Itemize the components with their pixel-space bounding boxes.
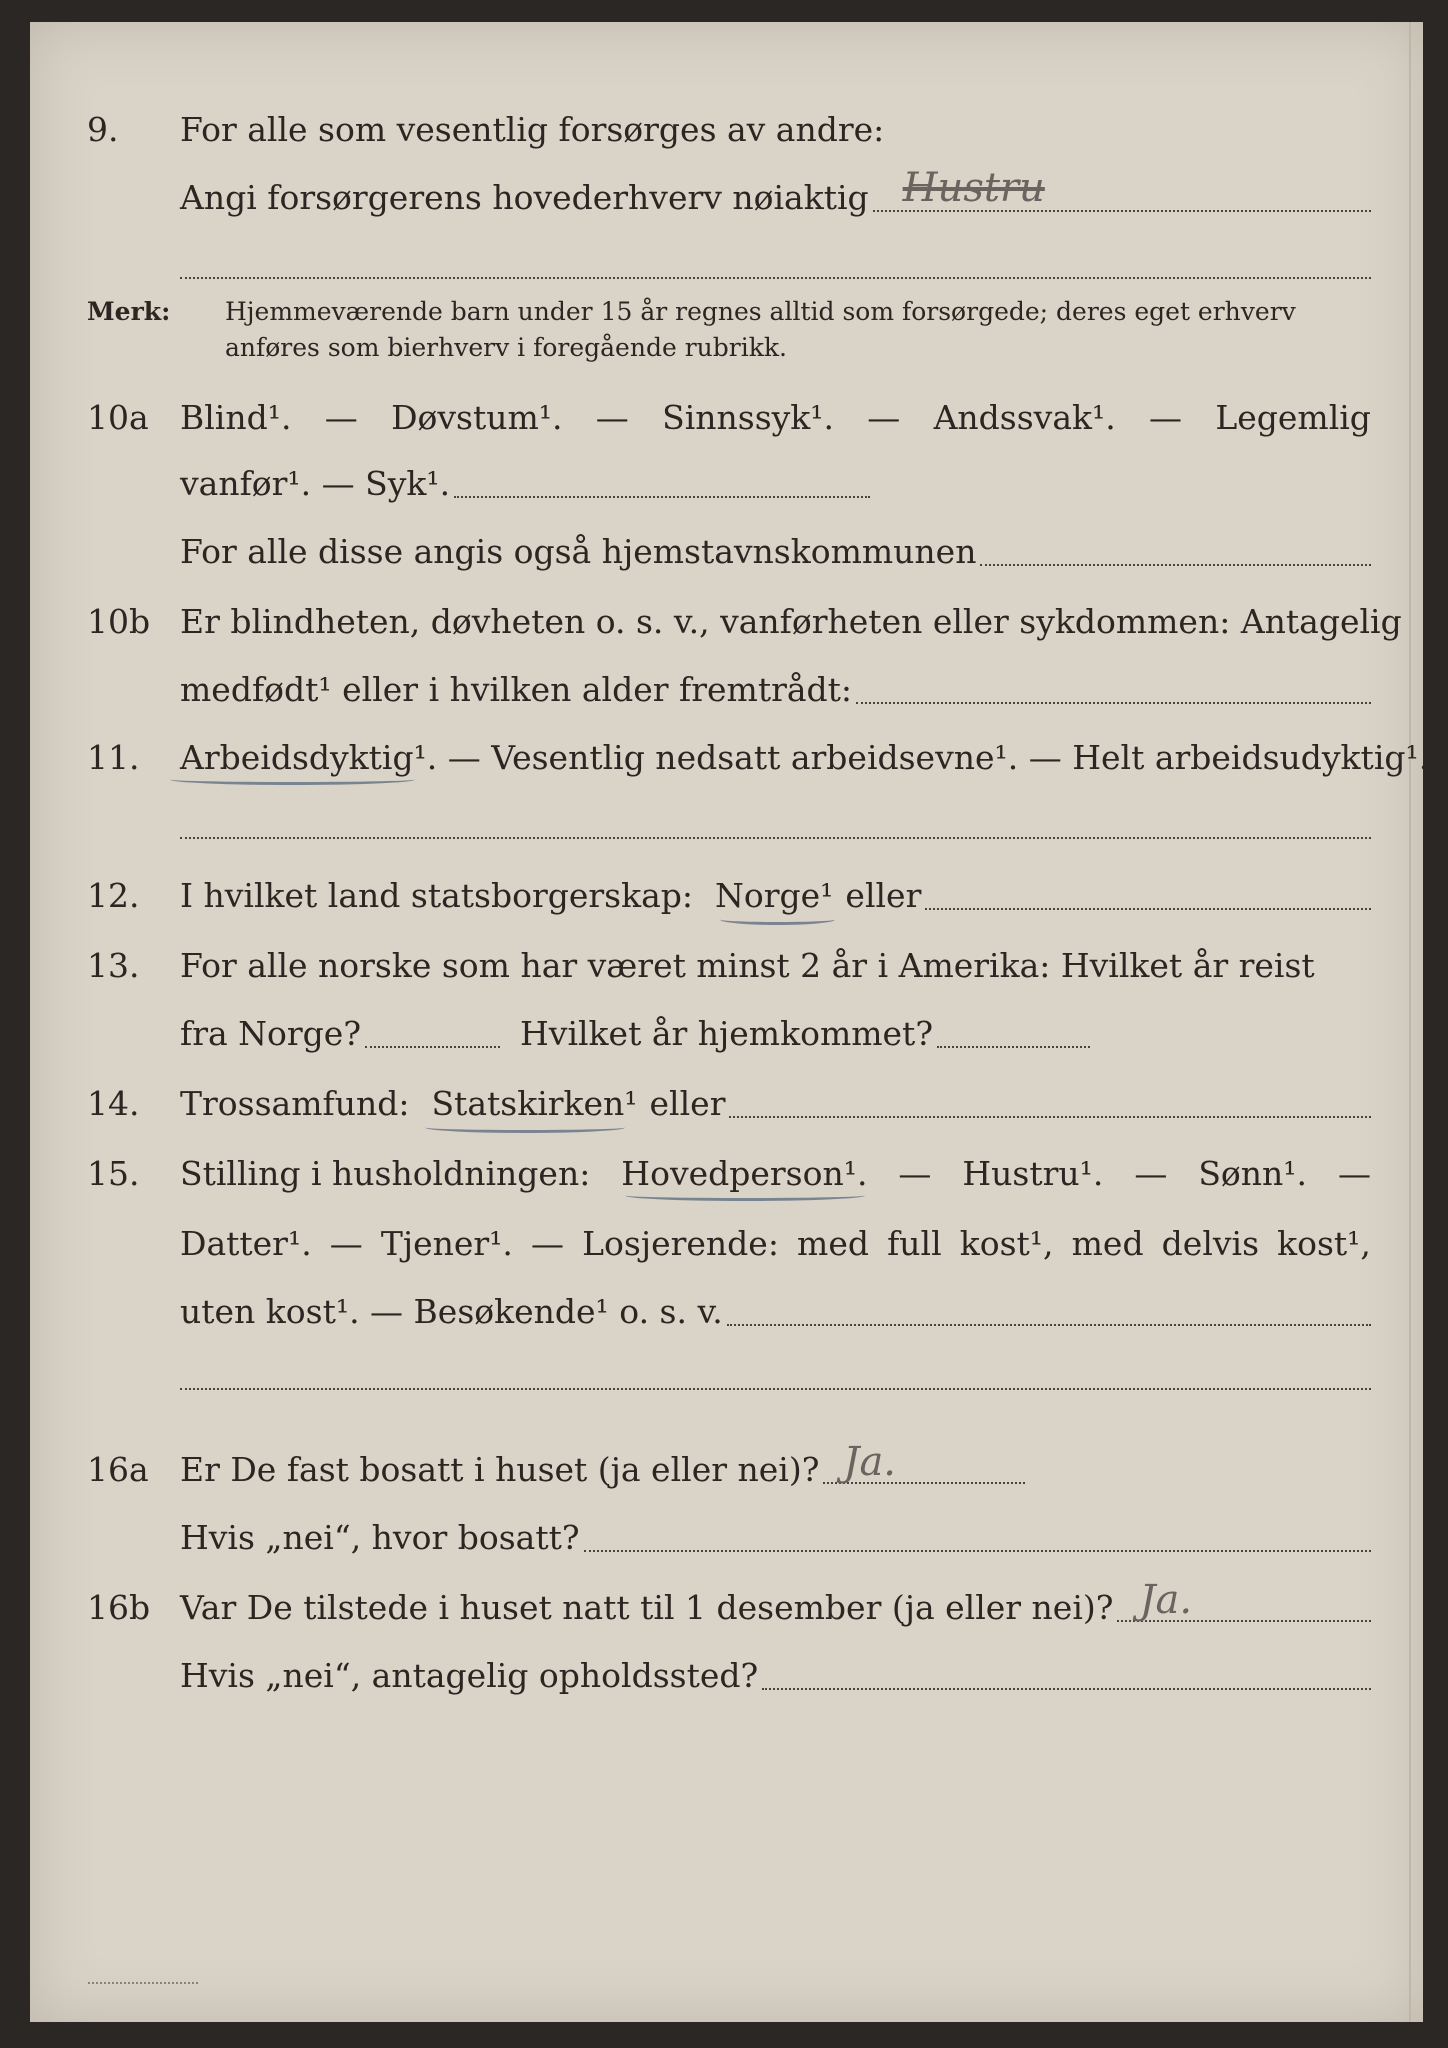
question-16a-answer-field[interactable] xyxy=(823,1439,1025,1485)
option-datter: Datter¹. xyxy=(180,1224,312,1263)
word: med xyxy=(797,1224,869,1263)
question-10b-line-1 xyxy=(30,594,1423,650)
question-14-suffix: eller xyxy=(649,1084,726,1123)
question-16b-line-2 xyxy=(30,1648,1423,1704)
dash: — xyxy=(1134,1154,1168,1193)
question-13-line-1 xyxy=(30,938,1423,994)
question-13-text: For alle norske som har været minst 2 år i Amerika: Hvilket år reist xyxy=(180,946,1315,985)
question-16a-prompt: Er De fast bosatt i huset (ja eller nei)? xyxy=(180,1450,820,1489)
option-norge: Norge¹ xyxy=(715,876,834,915)
question-15-options-3: uten kost¹. — Besøkende¹ o. s. v. xyxy=(180,1292,723,1331)
question-12-line-1 xyxy=(30,868,1423,924)
dash: — xyxy=(898,1154,932,1193)
option-statskirken: Statskirken¹ xyxy=(431,1084,638,1123)
question-10b-answer-field[interactable] xyxy=(856,672,1371,704)
question-13-return-field[interactable] xyxy=(937,1016,1090,1048)
option-sonn: Sønn¹. xyxy=(1198,1154,1308,1193)
census-form-page xyxy=(30,22,1430,2022)
word: med xyxy=(1071,1224,1144,1263)
question-13-line-2 xyxy=(30,1006,1423,1062)
note-text: Hjemmeværende barn under 15 år regnes alltid som forsørgede; deres eget erhverv anføres som bierhverv i foregående rubrikk. xyxy=(225,297,1296,362)
dash: — xyxy=(867,398,901,437)
handwritten-underline-norge xyxy=(720,914,835,925)
option-sinnssyk: Sinnssyk¹. xyxy=(662,398,834,437)
question-10b-number: 10b xyxy=(87,602,151,641)
question-16b-number: 16b xyxy=(87,1588,151,1627)
question-9-answer-field[interactable] xyxy=(873,165,1371,212)
question-16b-handwritten-answer: Ja. xyxy=(1139,1577,1193,1623)
question-9-line-1 xyxy=(30,102,1423,158)
question-9-prompt: Angi forsørgerens hovederhverv nøiaktig xyxy=(180,178,869,217)
question-10b-line-2 xyxy=(30,662,1423,718)
question-12-number: 12. xyxy=(87,876,140,915)
question-12-suffix: eller xyxy=(845,876,922,915)
question-15-extra-line[interactable] xyxy=(180,1388,1371,1390)
question-13-number: 13. xyxy=(87,946,140,985)
dash: — xyxy=(1149,398,1183,437)
dash: — xyxy=(329,1224,363,1263)
note-block xyxy=(30,294,1423,374)
option-losjerende: Losjerende: xyxy=(582,1224,779,1263)
question-14-prompt: Trossamfund: xyxy=(180,1084,410,1123)
question-10a-line-1 xyxy=(30,390,1423,446)
question-16b-prompt: Var De tilstede i huset natt til 1 desember (ja eller nei)? xyxy=(180,1588,1114,1627)
footer-print-mark xyxy=(88,1980,198,1984)
question-9-extra-line[interactable] xyxy=(180,277,1371,279)
question-10a-number: 10a xyxy=(87,398,149,437)
question-16a-number: 16a xyxy=(87,1450,149,1489)
question-15-answer-field[interactable] xyxy=(727,1294,1371,1326)
question-10a-options xyxy=(180,390,1371,446)
question-16a-handwritten-answer: Ja. xyxy=(843,1439,897,1485)
question-10a-line-3 xyxy=(30,524,1423,580)
dash: — xyxy=(595,398,629,437)
question-16a-line-2 xyxy=(30,1510,1423,1566)
question-12-answer-field[interactable] xyxy=(925,878,1371,910)
question-10a-hometown-field[interactable] xyxy=(980,534,1371,566)
word: full xyxy=(887,1224,942,1263)
question-15-line-2 xyxy=(30,1216,1423,1272)
question-16a-line-1 xyxy=(30,1439,1423,1498)
question-11-extra-line[interactable] xyxy=(180,837,1371,839)
question-10a-hometown-prompt: For alle disse angis også hjemstavnskommunen xyxy=(180,532,977,571)
question-13-return-prompt: Hvilket år hjemkommet? xyxy=(520,1014,934,1053)
option-vanfor-syk: vanfør¹. — Syk¹. xyxy=(180,464,451,503)
question-16b-where-prompt: Hvis „nei“, antagelig opholdssted? xyxy=(180,1656,759,1695)
option-dovstum: Døvstum¹. xyxy=(391,398,563,437)
question-14-answer-field[interactable] xyxy=(729,1086,1371,1118)
handwritten-underline-hovedperson xyxy=(625,1190,865,1201)
question-15-line-3 xyxy=(30,1284,1423,1340)
question-15-number: 15. xyxy=(87,1154,140,1193)
question-9-line-2 xyxy=(30,165,1423,226)
handwritten-underline-arbeidsdyktig xyxy=(170,774,415,785)
question-11-text: Arbeidsdyktig¹. — Vesentlig nedsatt arbeidsevne¹. — Helt arbeidsudyktig¹. xyxy=(180,738,1430,777)
option-hovedperson: Hovedperson¹. xyxy=(621,1154,868,1193)
word: delvis xyxy=(1161,1224,1260,1263)
question-9-text: For alle som vesentlig forsørges av andre: xyxy=(180,110,885,149)
question-10a-answer-field[interactable] xyxy=(454,466,870,498)
question-9-handwritten-answer: Hustru xyxy=(902,165,1045,211)
word: kost¹, xyxy=(1277,1224,1371,1263)
question-10b-prompt: medfødt¹ eller i hvilken alder fremtrådt: xyxy=(180,670,853,709)
option-tjener: Tjener¹. xyxy=(380,1224,513,1263)
question-9-number: 9. xyxy=(87,110,119,149)
question-10a-line-2 xyxy=(30,456,1423,512)
dash: — xyxy=(1337,1154,1371,1193)
question-16b-line-1 xyxy=(30,1577,1423,1636)
word: kost¹, xyxy=(959,1224,1054,1263)
question-15-options-2 xyxy=(180,1216,1371,1272)
question-10b-text: Er blindheten, døvheten o. s. v., vanførheten eller sykdommen: Antagelig xyxy=(180,602,1402,641)
question-12-prompt: I hvilket land statsborgerskap: xyxy=(180,876,694,915)
question-16a-where-prompt: Hvis „nei“, hvor bosatt? xyxy=(180,1518,580,1557)
note-label: Merk: xyxy=(87,297,171,326)
question-16b-answer-field[interactable] xyxy=(1117,1577,1371,1623)
option-blind: Blind¹. xyxy=(180,398,292,437)
option-legemlig: Legemlig xyxy=(1215,398,1371,437)
option-hustru: Hustru¹. xyxy=(962,1154,1104,1193)
handwritten-underline-statskirken xyxy=(425,1122,625,1133)
question-16b-where-field[interactable] xyxy=(762,1658,1371,1690)
question-13-departure-field[interactable] xyxy=(365,1016,500,1048)
question-14-line-1 xyxy=(30,1076,1423,1132)
question-15-prompt: Stilling i husholdningen: xyxy=(180,1154,591,1193)
option-andssvak: Andssvak¹. xyxy=(933,398,1116,437)
question-16a-where-field[interactable] xyxy=(584,1520,1371,1552)
question-11-number: 11. xyxy=(87,738,140,777)
dash: — xyxy=(531,1224,565,1263)
dash: — xyxy=(324,398,358,437)
question-13-departure-prompt: fra Norge? xyxy=(180,1014,362,1053)
question-14-number: 14. xyxy=(87,1084,140,1123)
